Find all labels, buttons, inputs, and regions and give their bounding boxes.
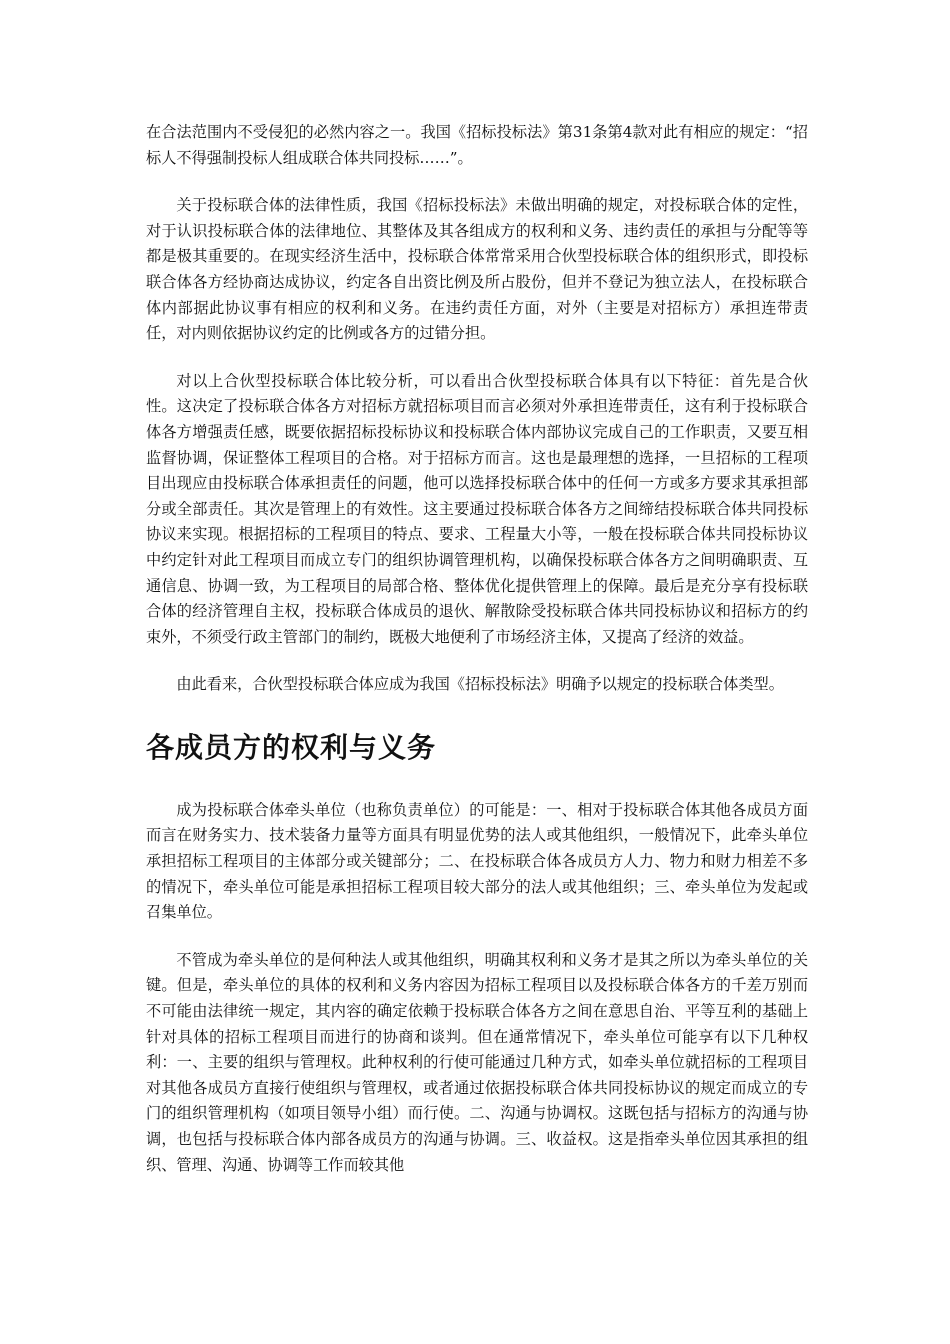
paragraph-5: 成为投标联合体牵头单位（也称负责单位）的可能是：一、相对于投标联合体其他各成员方面而言在财务实力、技术装备力量等方面具有明显优势的法人或其他组织，一般情况下，此牵头单位承担招标工程项目的主体部分或关键部分；二、在投标联合体各成员方人力、物力和财力相差不多的情况下，牵头单位可能是承担招标工程项目较大部分的法人或其他组织；三、牵头单位为发起或召集单位。: [146, 800, 808, 922]
paragraph-gap: [146, 650, 808, 672]
paragraph-gap: [146, 926, 808, 948]
document-page: [146, 120, 808, 1178]
paragraph-3: 对以上合伙型投标联合体比较分析，可以看出合伙型投标联合体具有以下特征：首先是合伙性。这决定了投标联合体各方对招标方就招标项目而言必须对外承担连带责任，这有利于投标联合体各方增强责任感，既要依据招标投标协议和投标联合体内部协议完成自己的工作职责，又要互相监督协调，保证整体工程项目的合格。对于招标方而言。这也是最理想的选择，一旦招标的工程项目出现应由投标联合体承担责任的问题，他可以选择投标联合体中的任何一方或多方要求其承担部分或全部责任。其次是管理上的有效性。这主要通过投标联合体各方之间缔结投标联合体共同投标协议来实现。根据招标的工程项目的特点、要求、工程量大小等，一般在投标联合体共同投标协议中约定针对此工程项目而成立专门的组织协调管理机构，以确保投标联合体各方之间明确职责、互通信息、协调一致，为工程项目的局部合格、整体优化提供管理上的保障。最后是充分享有投标联合体的经济管理自主权，投标联合体成员的退伙、解散除受投标联合体共同投标协议和招标方的约束外，不须受行政主管部门的制约，既极大地便利了市场经济主体，又提高了经济的效益。: [146, 371, 808, 646]
paragraph-1: 在合法范围内不受侵犯的必然内容之一。我国《招标投标法》第31条第4款对此有相应的规定：“招标人不得强制投标人组成联合体共同投标……”。: [146, 123, 808, 167]
heading-gap: [146, 698, 808, 728]
paragraph-4: 由此看来，合伙型投标联合体应成为我国《招标投标法》明确予以规定的投标联合体类型。: [176, 675, 784, 694]
paragraph-gap: [146, 171, 808, 193]
heading-gap: [146, 768, 808, 798]
paragraph-6: 不管成为牵头单位的是何种法人或其他组织，明确其权利和义务才是其之所以为牵头单位的关键。但是，牵头单位的具体的权利和义务内容因为招标工程项目以及投标联合体各方的千差万别而不可能由法律统一规定，其内容的确定依赖于投标联合体各方之间在意思自治、平等互利的基础上针对具体的招标工程项目而进行的协商和谈判。但在通常情况下，牵头单位可能享有以下几种权利：一、主要的组织与管理权。此种权利的行使可能通过几种方式，如牵头单位就招标的工程项目对其他各成员方直接行使组织与管理权，或者通过依据投标联合体共同投标协议的规定而成立的专门的组织管理机构（如项目领导小组）而行使。二、沟通与协调权。这既包括与招标方的沟通与协调，也包括与投标联合体内部各成员方的沟通与协调。三、收益权。这是指牵头单位因其承担的组织、管理、沟通、协调等工作而较其他: [146, 950, 808, 1174]
section-heading: 各成员方的权利与义务: [146, 730, 437, 764]
paragraph-gap: [146, 347, 808, 369]
paragraph-2: 关于投标联合体的法律性质，我国《招标投标法》未做出明确的规定，对投标联合体的定性，对于认识投标联合体的法律地位、其整体及其各组成方的权利和义务、违约责任的承担与分配等等都是极其重要的。在现实经济生活中，投标联合体常常采用合伙型投标联合体的组织形式，即投标联合体各方经协商达成协议，约定各自出资比例及所占股份，但并不登记为独立法人，在投标联合体内部据此协议事有相应的权利和义务。在违约责任方面，对外（主要是对招标方）承担连带责任，对内则依据协议约定的比例或各方的过错分担。: [146, 196, 808, 343]
